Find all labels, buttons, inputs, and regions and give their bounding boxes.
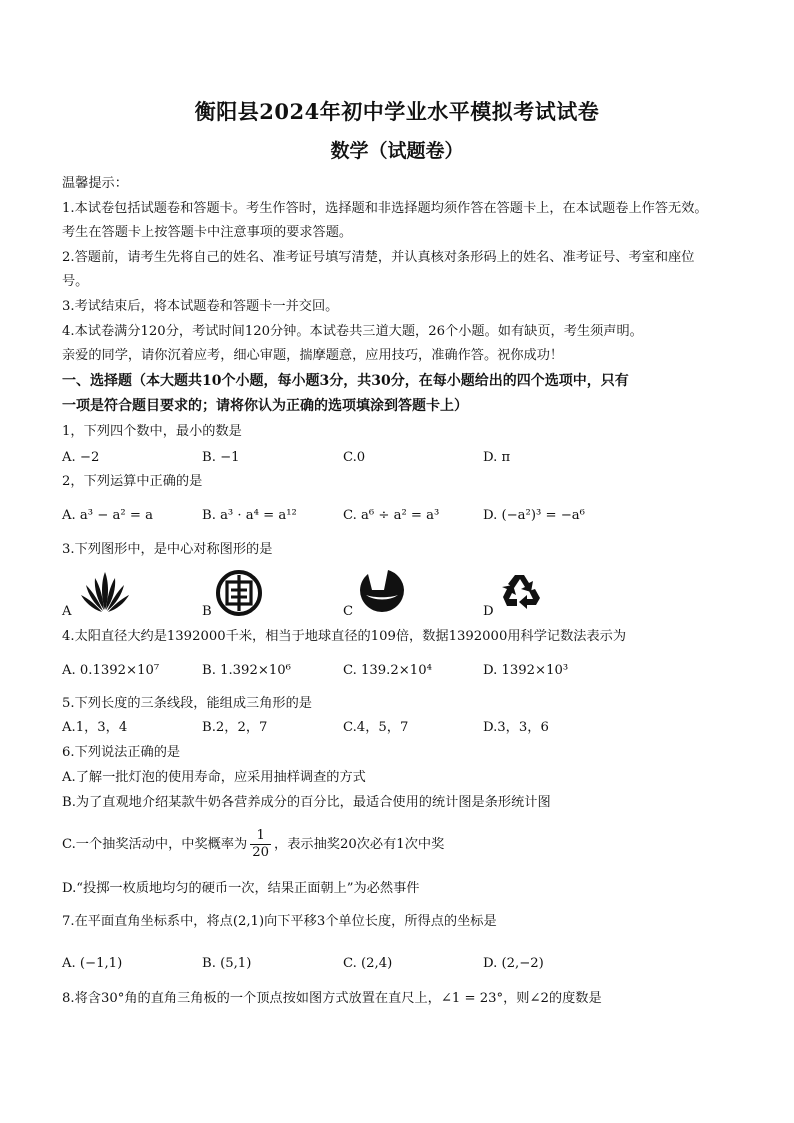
q1-option-b: B. −1 [202, 450, 240, 465]
q6-option-c-suffix: ，表示抽奖20次必有1次中奖 [274, 837, 445, 852]
q4-option-d: D. 1392×10³ [483, 663, 569, 678]
question-6-stem: 6.下列说法正确的是 [62, 745, 181, 760]
lotus-logo-icon [80, 570, 130, 614]
q5-option-a: A.1，3，4 [62, 720, 128, 735]
bank-logo-icon [216, 570, 262, 616]
fraction-denominator: 20 [252, 845, 270, 860]
notice-line: 号。 [62, 274, 89, 289]
water-drop-logo-icon [358, 568, 406, 612]
question-2-stem: 2，下列运算中正确的是 [62, 474, 203, 489]
q7-option-b: B. (5,1) [202, 956, 252, 971]
q4-option-a: A. 0.1392×10⁷ [62, 663, 160, 678]
q5-option-c: C.4，5，7 [343, 720, 409, 735]
q2-option-a: A. a³ − a² = a [62, 508, 153, 523]
question-8-stem: 8.将含30°角的直角三角板的一个顶点按如图方式放置在直尺上，∠1 = 23°，则∠2的度数是 [62, 991, 602, 1006]
notice-line: 3.考试结束后，将本试题卷和答题卡一并交回。 [62, 299, 339, 314]
q3-option-c: C [343, 604, 354, 619]
notice-line: 4.本试卷满分120分，考试时间120分钟。本试卷共三道大题，26个小题。如有缺页，考生须声明。 [62, 324, 643, 339]
section-heading: 一项是符合题目要求的；请将你认为正确的选项填涂到答题卡上） [62, 398, 468, 414]
q1-option-c: C.0 [343, 450, 366, 465]
q3-option-a: A [62, 604, 72, 619]
q2-option-c: C. a⁶ ÷ a² = a³ [343, 508, 440, 523]
q6-option-a: A.了解一批灯泡的使用寿命，应采用抽样调查的方式 [62, 770, 366, 785]
notice-line: 1.本试卷包括试题卷和答题卡。考生作答时，选择题和非选择题均须作答在答题卡上，在本试题卷上作答无效。 [62, 201, 708, 216]
notice-heading: 温馨提示： [62, 176, 128, 191]
q5-option-b: B.2，2，7 [202, 720, 268, 735]
q3-option-d: D [483, 604, 494, 619]
question-4-stem: 4.太阳直径大约是1392000千米，相当于地球直径的109倍，数据1392000用科学记数法表示为 [62, 629, 627, 644]
fraction-numerator: 1 [250, 828, 271, 845]
q6-option-b: B.为了直观地介绍某款牛奶各营养成分的百分比，最适合使用的统计图是条形统计图 [62, 795, 551, 810]
q7-option-d: D. (2,−2) [483, 956, 544, 971]
notice-line: 考生在答题卡上按答题卡中注意事项的要求答题。 [62, 225, 353, 240]
q1-option-d: D. π [483, 450, 511, 465]
q3-option-b: B [202, 604, 212, 619]
question-1-stem: 1，下列四个数中，最小的数是 [62, 424, 242, 439]
question-3-stem: 3.下列图形中，是中心对称图形的是 [62, 542, 273, 557]
q7-option-a: A. (−1,1) [62, 956, 123, 971]
q1-option-a: A. −2 [62, 450, 100, 465]
q6-option-c-prefix: C.一个抽奖活动中，中奖概率为 [62, 837, 248, 852]
q2-option-b: B. a³ · a⁴ = a¹² [202, 508, 297, 523]
q7-option-c: C. (2,4) [343, 956, 393, 971]
notice-line: 亲爱的同学，请你沉着应考，细心审题，揣摩题意，应用技巧，准确作答。祝你成功！ [62, 348, 564, 363]
q4-option-b: B. 1.392×10⁶ [202, 663, 291, 678]
page-subtitle: 数学（试题卷） [330, 140, 464, 162]
question-7-stem: 7.在平面直角坐标系中，将点(2,1)向下平移3个单位长度，所得点的坐标是 [62, 914, 497, 929]
probability-fraction [250, 828, 271, 861]
question-5-stem: 5.下列长度的三条线段，能组成三角形的是 [62, 696, 312, 711]
q5-option-d: D.3，3，6 [483, 720, 549, 735]
notice-line: 2.答题前，请考生先将自己的姓名、准考证号填写清楚，并认真核对条形码上的姓名、准考证号、考室和座位 [62, 250, 695, 265]
section-heading: 一、选择题（本大题共10个小题，每小题3分，共30分，在每小题给出的四个选项中，只有 [62, 373, 629, 389]
q4-option-c: C. 139.2×10⁴ [343, 663, 432, 678]
recycle-symbol-icon [498, 570, 544, 616]
q2-option-d: D. (−a²)³ = −a⁶ [483, 508, 585, 523]
q6-option-d: D.“投掷一枚质地均匀的硬币一次，结果正面朝上”为必然事件 [62, 881, 420, 896]
page-title: 衡阳县2024年初中学业水平模拟考试试卷 [194, 99, 600, 124]
q6-option-c [62, 828, 444, 862]
